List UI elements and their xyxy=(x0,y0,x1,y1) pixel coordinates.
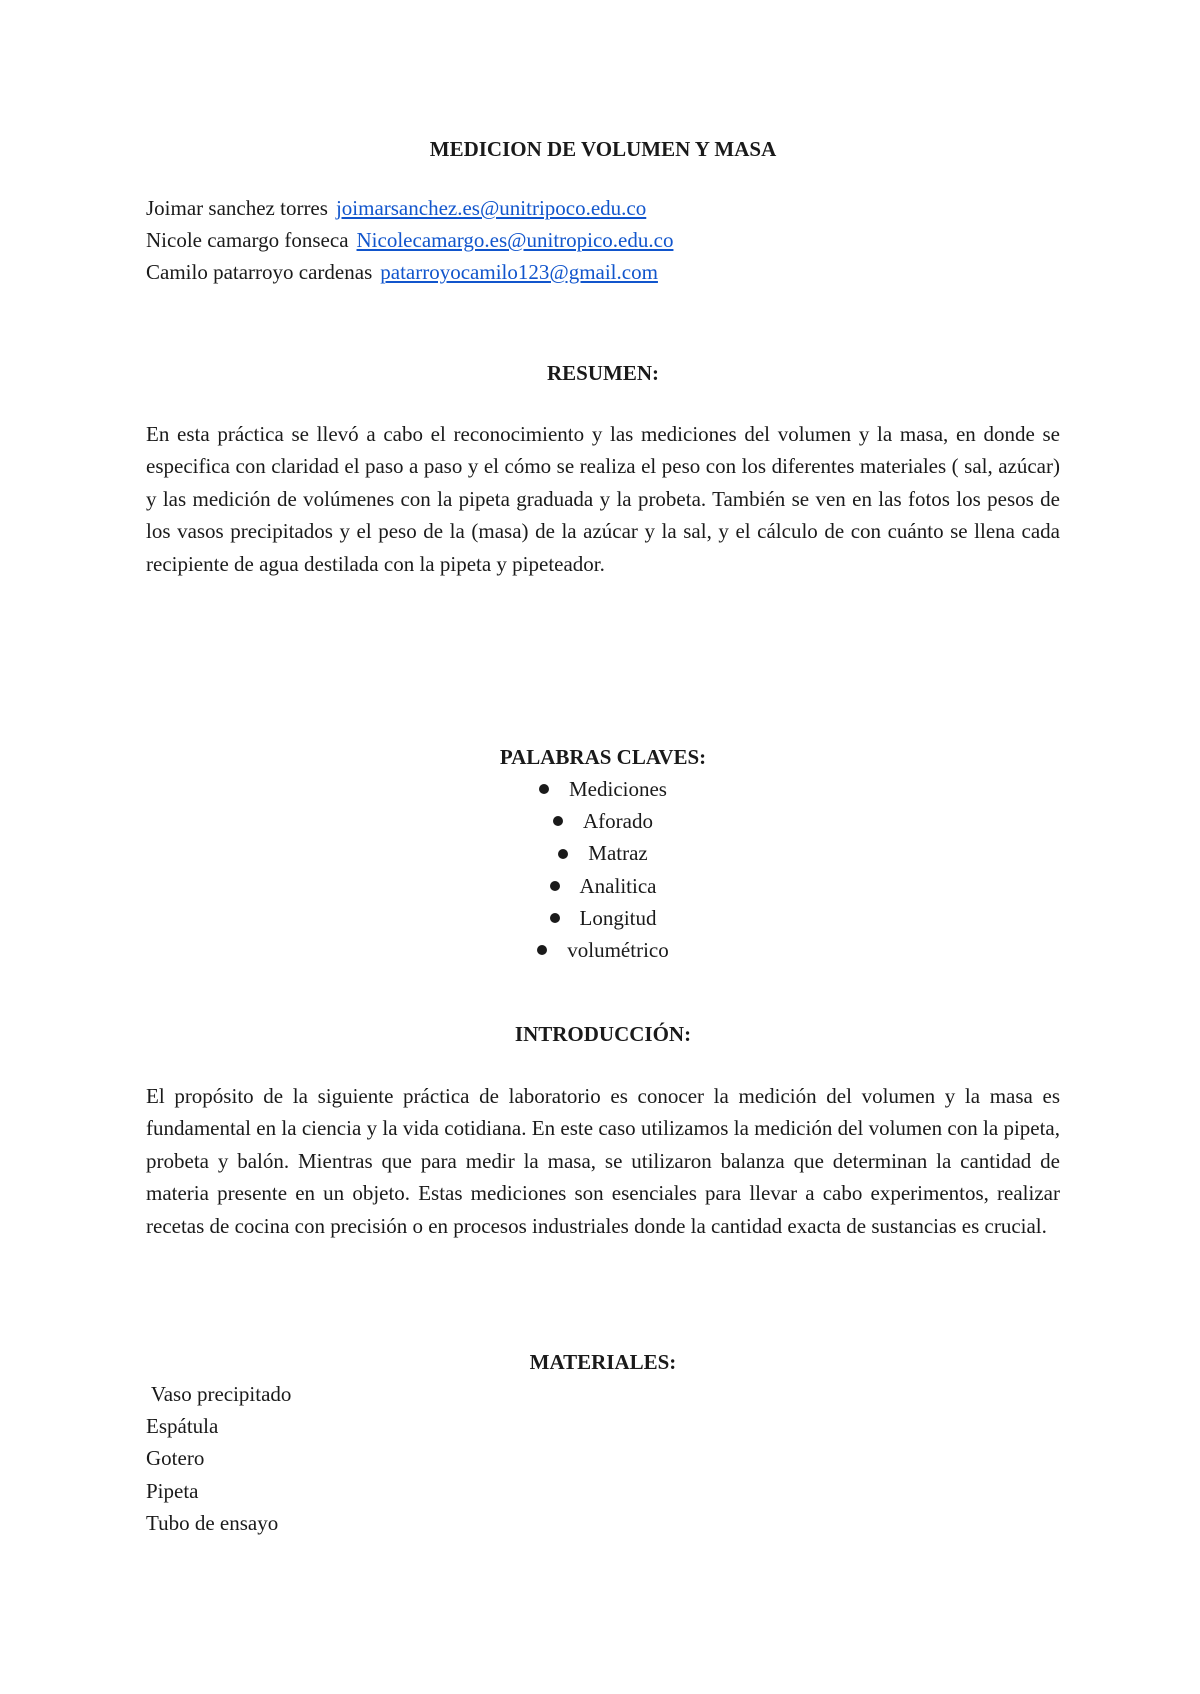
keyword-item xyxy=(146,773,1060,805)
bullet-icon xyxy=(553,816,563,826)
author-name: Joimar sanchez torres xyxy=(146,196,328,220)
bullet-icon xyxy=(550,913,560,923)
keyword-label: Analitica xyxy=(579,873,657,898)
keyword-item xyxy=(146,870,1060,902)
author-line xyxy=(146,192,646,224)
materiales-heading: MATERIALES: xyxy=(529,1350,677,1374)
material-item: Espátula xyxy=(146,1414,219,1439)
resumen-heading: RESUMEN: xyxy=(546,361,659,385)
bullet-icon xyxy=(558,849,568,859)
introduccion-heading: INTRODUCCIÓN: xyxy=(514,1022,692,1046)
material-item: Pipeta xyxy=(146,1478,199,1503)
keyword-item xyxy=(146,805,1060,837)
keyword-label: volumétrico xyxy=(567,938,669,963)
bullet-icon xyxy=(550,881,560,891)
keyword-item xyxy=(146,902,1060,934)
author-name: Nicole camargo fonseca xyxy=(146,228,349,252)
keyword-item xyxy=(146,934,1060,966)
document-title: MEDICION DE VOLUMEN Y MASA xyxy=(429,137,777,161)
bullet-icon xyxy=(537,945,547,955)
material-item: Tubo de ensayo xyxy=(146,1510,279,1535)
introduccion-paragraph: El propósito de la siguiente práctica de laboratorio es conocer la medición del volumen y la masa es fundamental en la ciencia y la vida cotidiana. En este caso utilizamos la medición del volumen con la pipeta, probeta y balón. Mientras que para medir la masa, se utilizaron balanza que determinan la cantidad de materia presente en un objeto. Estas mediciones son esenciales para llevar a cabo experimentos, realizar recetas de cocina con precisión o en procesos industriales donde la cantidad exacta de sustancias es crucial. xyxy=(146,1084,1060,1238)
palabras-claves-heading: PALABRAS CLAVES: xyxy=(499,745,707,769)
author-line xyxy=(146,224,673,256)
resumen-paragraph: En esta práctica se llevó a cabo el reconocimiento y las mediciones del volumen y la masa, en donde se especifica con claridad el paso a paso y el cómo se realiza el peso con los diferentes materiales ( sal, azúcar) y las medición de volúmenes con la pipeta graduada y la probeta. También se ven en las fotos los pesos de los vasos precipitados y el peso de la (masa) de la azúcar y la sal, y el cálculo de con cuánto se llena cada recipiente de agua destilada con la pipeta y pipeteador. xyxy=(146,422,1060,576)
keywords-list xyxy=(146,773,1060,966)
keyword-item xyxy=(146,837,1060,869)
material-item: Vaso precipitado xyxy=(146,1382,292,1406)
keyword-label: Matraz xyxy=(588,841,648,866)
material-item: Gotero xyxy=(146,1446,205,1471)
bullet-icon xyxy=(539,784,549,794)
materials-list xyxy=(146,1378,291,1539)
author-line xyxy=(146,256,658,288)
author-email-link[interactable]: Nicolecamargo.es@unitropico.edu.co xyxy=(356,228,674,252)
keyword-label: Longitud xyxy=(579,905,657,930)
author-email-link[interactable]: patarroyocamilo123@gmail.com xyxy=(380,260,658,284)
keyword-label: Mediciones xyxy=(569,777,667,801)
author-email-link[interactable]: joimarsanchez.es@unitripoco.edu.co xyxy=(335,196,647,220)
keyword-label: Aforado xyxy=(583,809,653,834)
author-name: Camilo patarroyo cardenas xyxy=(146,260,373,284)
